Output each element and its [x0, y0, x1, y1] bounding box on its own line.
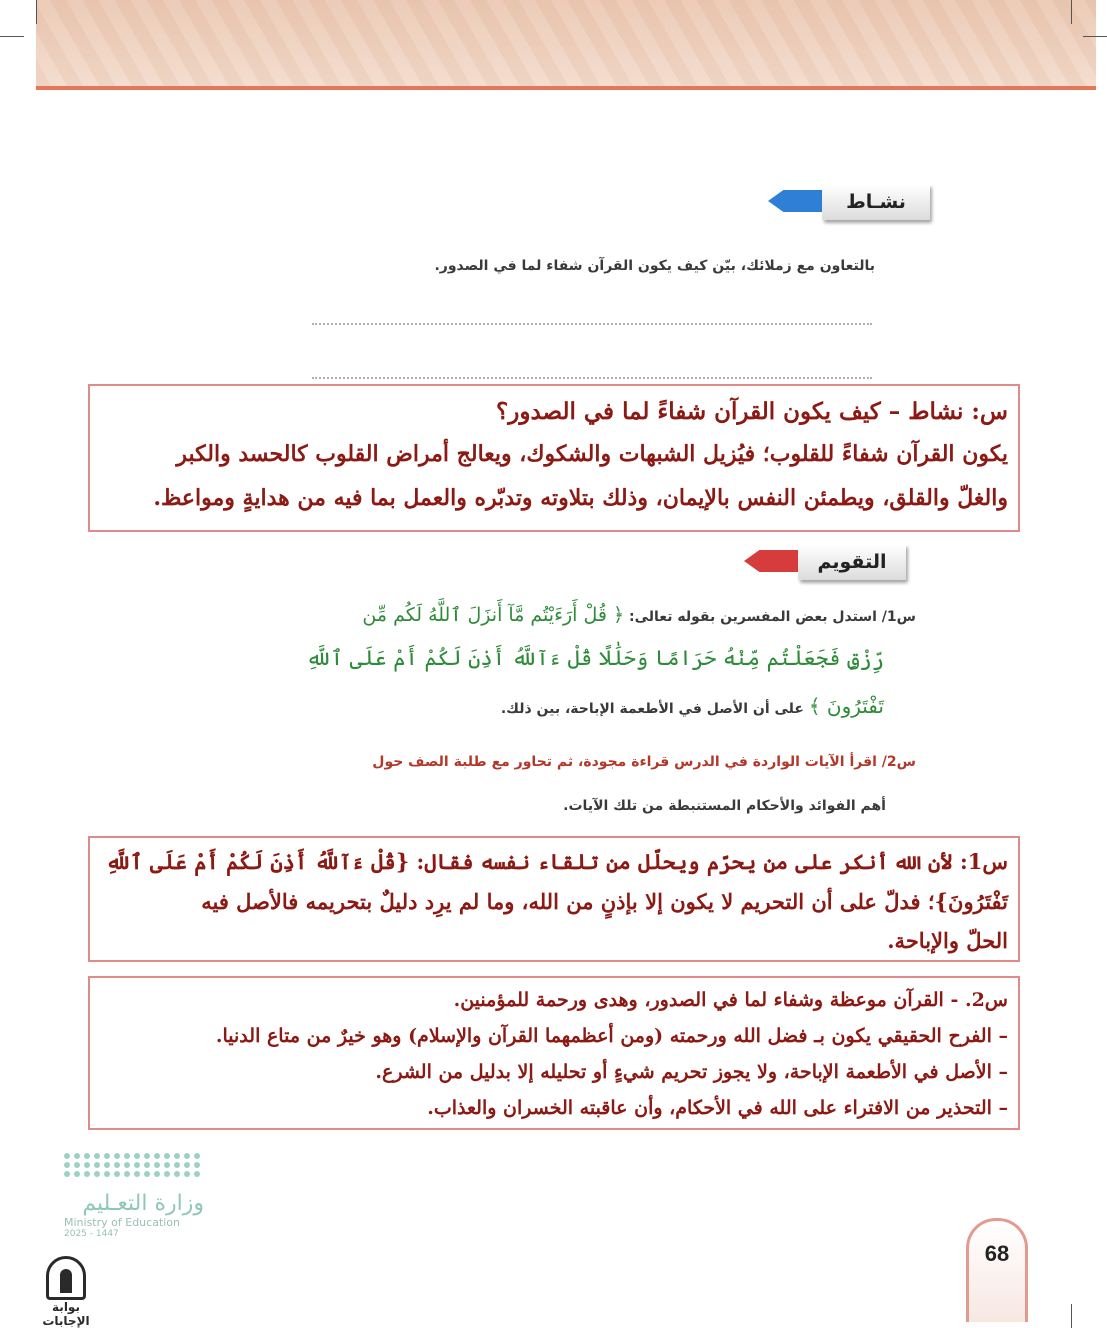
- pen-nib-icon: [46, 1256, 86, 1300]
- header-banner: [36, 0, 1096, 88]
- answer-2-box: [88, 976, 1020, 1130]
- answer-1-text: س1: لأن الله أنكر على من يحرّم ويحلّل من تلقاء نفسه فقال: {قُلْ ءَآللَّهُ أَذِنَ لَكُمْ أَمْ عَلَى ٱللَّهِ: [105, 849, 1008, 874]
- answer-2-text: – الفرح الحقيقي يكون بـ فضل الله ورحمته (ومن أعظمهما القرآن والإسلام) وهو خيرٌ من متاع الدنيا.: [215, 1025, 1008, 1047]
- question-2-line-1: س2/ اقرأ الآيات الواردة في الدرس قراءة مجودة، ثم تحاور مع طلبة الصف حول: [372, 754, 916, 770]
- quran-verse: تَفْتَرُونَ ﴾: [808, 694, 884, 718]
- page-number: 68: [984, 1241, 1010, 1266]
- quran-verse: ﴿ قُلْ أَرَءَيْتُم مَّآ أَنزَلَ ٱللَّهُ لَكُم مِّن: [362, 604, 625, 626]
- activity-instruction: بالتعاون مع زملائك، بيّن كيف يكون القرآن شفاء لما في الصدور.: [434, 258, 875, 274]
- question-1-prefix: س1/ استدل بعض المفسرين بقوله تعالى:: [629, 609, 916, 625]
- crop-mark: [0, 36, 24, 37]
- ministry-years: 2025 - 1447: [64, 1229, 119, 1239]
- question-1-line-1: [280, 604, 916, 626]
- answers-gate-logo: [28, 1256, 104, 1328]
- answer-1-text: الحلّ والإباحة.: [887, 928, 1008, 953]
- quran-verse: رِّزْقٍ فَجَعَلْتُم مِّنْهُ حَرَامًا وَحَلَٰلًا قُلْ ءَآللَّهُ أَذِنَ لَكُمْ أَمْ عَلَى ٱللَّهِ: [306, 646, 884, 670]
- activity-label: نشـاط: [822, 184, 930, 220]
- crop-mark: [1071, 0, 1072, 24]
- answer-2-text: – الأصل في الأطعمة الإباحة، ولا يجوز تحريم شيءٍ أو تحليله إلا بدليل من الشرع.: [375, 1061, 1008, 1083]
- activity-answer-question: س: نشاط – كيف يكون القرآن شفاءً لما في الصدور؟: [496, 398, 1008, 425]
- activity-answer-text: والغلّ والقلق، ويطمئن النفس بالإيمان، وذلك بتلاوته وتدبّره والعمل بما فيه من هدايةٍ ومواعظ.: [153, 485, 1008, 511]
- crop-mark: [36, 0, 37, 24]
- answer-dotted-line: [312, 323, 872, 325]
- ministry-logo: [64, 1153, 204, 1239]
- question-2-line-2: أهم الفوائد والأحكام المستنبطة من تلك الآيات.: [563, 798, 886, 814]
- answer-2-text: – التحذير من الافتراء على الله في الأحكام، وأن عاقبته الخسران والعذاب.: [427, 1097, 1008, 1119]
- ministry-name-arabic: وزارة التعـليم: [82, 1191, 204, 1216]
- answer-2-text: س2. - القرآن موعظة وشفاء لما في الصدور، وهدى ورحمة للمؤمنين.: [453, 989, 1008, 1011]
- evaluation-label: التقويم: [798, 544, 906, 580]
- answer-1-box: [88, 836, 1020, 962]
- ministry-logo-icon: [64, 1153, 204, 1177]
- activity-answer-box: [88, 384, 1020, 532]
- question-1-suffix: على أن الأصل في الأطعمة الإباحة، بين ذلك.: [500, 701, 804, 717]
- crop-mark: [1071, 1304, 1072, 1328]
- header-rule: [36, 86, 1096, 90]
- evaluation-tag: [744, 544, 906, 582]
- answers-gate-label: بوابة الإجابات: [42, 1300, 90, 1328]
- page-number-tab: [966, 1218, 1028, 1322]
- activity-answer-text: يكون القرآن شفاءً للقلوب؛ فيُزيل الشبهات والشكوك، ويعالج أمراض القلوب كالحسد والكبر: [176, 441, 1008, 467]
- question-1-line-3: [380, 694, 884, 718]
- ministry-name-english: Ministry of Education: [64, 1216, 181, 1229]
- answer-dotted-line: [312, 377, 872, 379]
- crop-mark: [1083, 36, 1107, 37]
- activity-tag: [768, 184, 930, 222]
- answer-1-text: تَفْتَرُونَ}؛ فدلّ على أن التحريم لا يكون إلا بإذنٍ من الله، وما لم يرِد دليلٌ بتحريمه فالأصل فيه: [201, 889, 1008, 914]
